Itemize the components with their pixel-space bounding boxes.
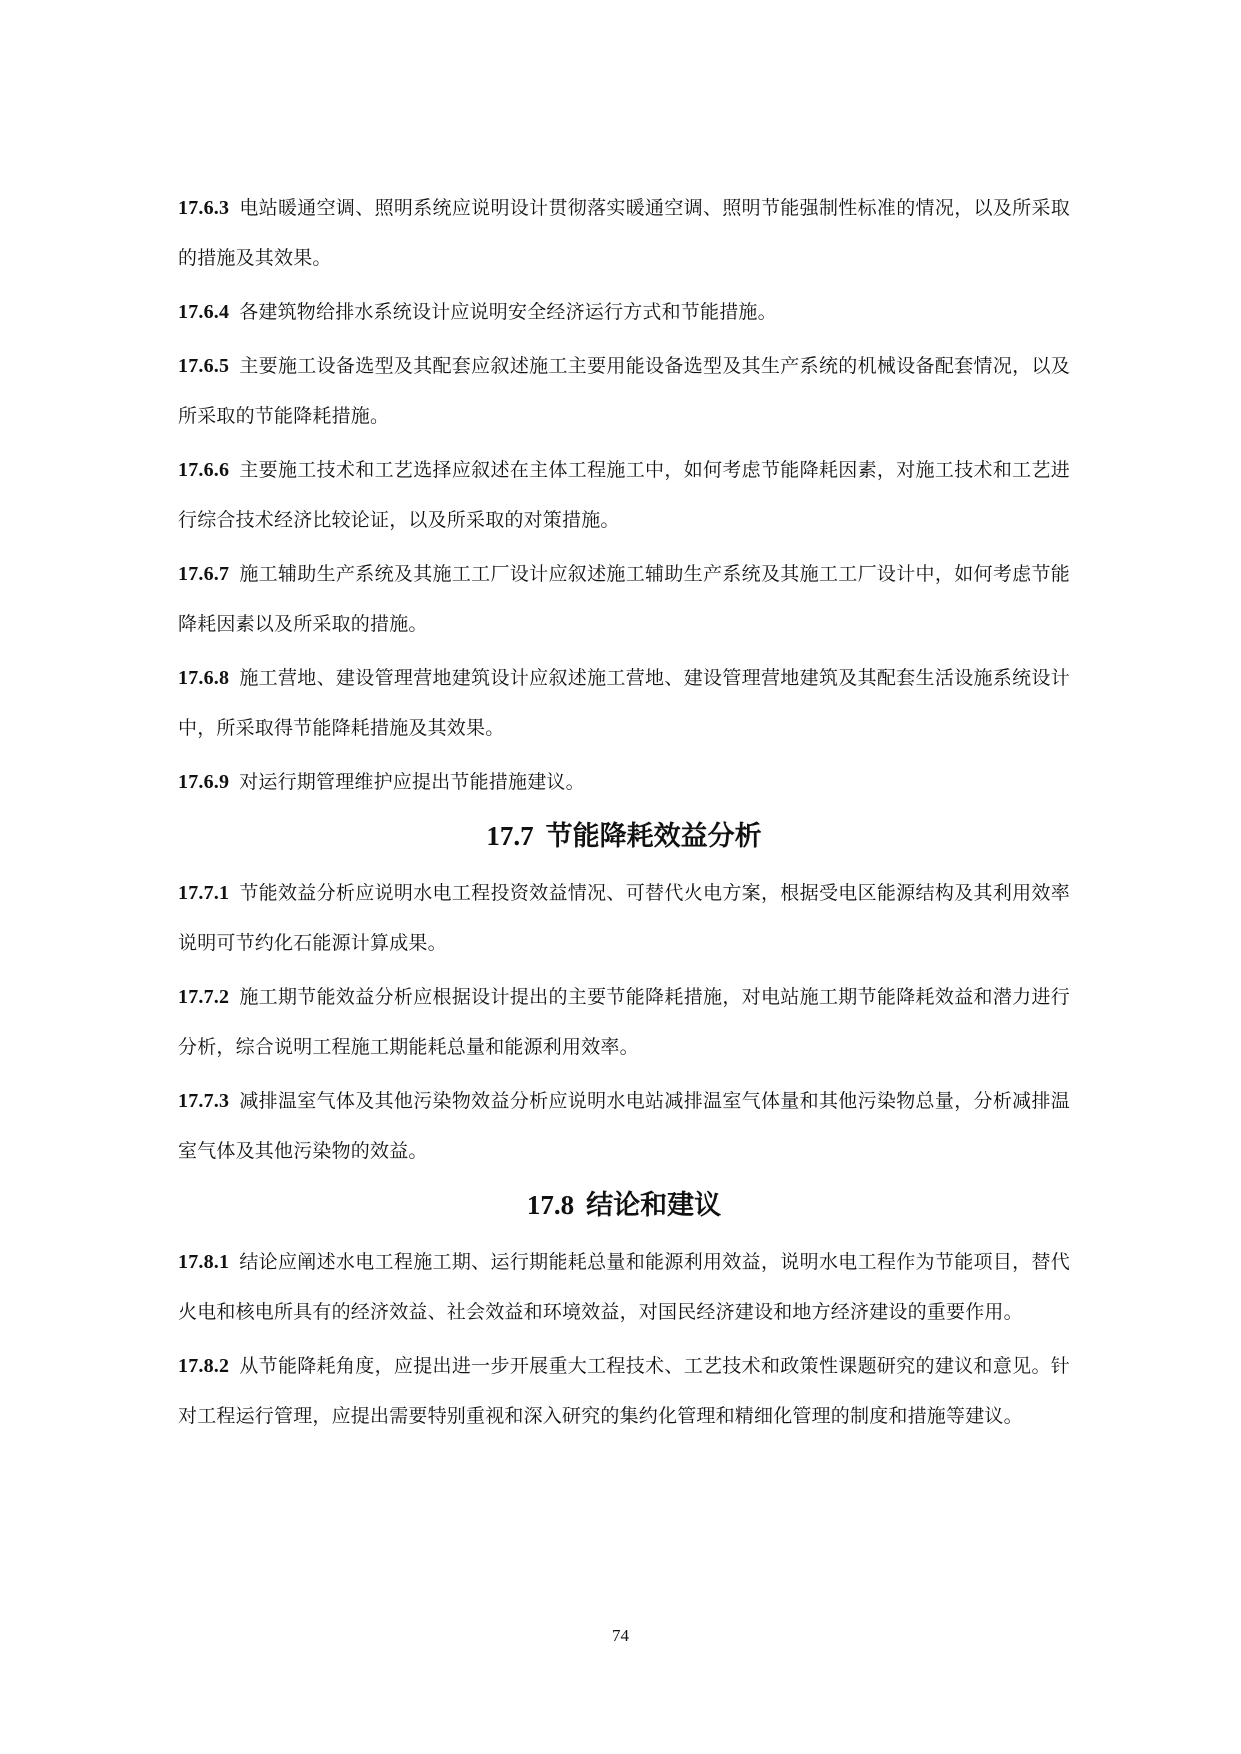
clause-17-7-3 [178,1076,1070,1176]
clause-text: 电站暖通空调、照明系统应说明设计贯彻落实暖通空调、照明节能强制性标准的情况，以及所采取的措施及其效果。 [178,197,1070,269]
clause-text: 从节能降耗角度，应提出进一步开展重大工程技术、工艺技术和政策性课题研究的建议和意见。针对工程运行管理，应提出需要特别重视和深入研究的集约化管理和精细化管理的制度和措施等建议。 [178,1355,1070,1427]
clause-text: 施工辅助生产系统及其施工工厂设计应叙述施工辅助生产系统及其施工工厂设计中，如何考虑节能降耗因素以及所采取的措施。 [178,563,1070,635]
clause-number: 17.6.3 [178,197,230,219]
section-title: 节能降耗效益分析 [545,821,762,852]
clause-text: 对运行期管理维护应提出节能措施建议。 [239,771,585,793]
clause-text: 结论应阐述水电工程施工期、运行期能耗总量和能源利用效益，说明水电工程作为节能项目，替代火电和核电所具有的经济效益、社会效益和环境效益，对国民经济建设和地方经济建设的重要作用。 [178,1251,1070,1323]
clause-17-7-2 [178,972,1070,1072]
clause-17-6-7 [178,549,1070,649]
clause-17-6-3 [178,183,1070,283]
clause-17-8-2 [178,1341,1070,1441]
section-heading-17-8 [178,1182,1070,1229]
clause-text: 节能效益分析应说明水电工程投资效益情况、可替代火电方案，根据受电区能源结构及其利用效率说明可节约化石能源计算成果。 [178,882,1070,954]
clause-number: 17.7.3 [178,1090,230,1112]
clause-text: 减排温室气体及其他污染物效益分析应说明水电站减排温室气体量和其他污染物总量，分析减排温室气体及其他污染物的效益。 [178,1090,1070,1162]
section-number: 17.8 [526,1190,575,1220]
page-number: 74 [612,1626,629,1645]
clause-number: 17.8.2 [178,1355,230,1377]
clause-text: 各建筑物给排水系统设计应说明安全经济运行方式和节能措施。 [239,301,777,323]
clause-17-8-1 [178,1237,1070,1337]
clause-17-7-1 [178,868,1070,968]
section-number: 17.7 [486,821,534,851]
clause-17-6-4 [178,287,1070,337]
page-content [178,183,1070,1445]
clause-number: 17.6.7 [178,563,230,585]
clause-17-6-9 [178,757,1070,807]
clause-17-6-8 [178,653,1070,753]
clause-17-6-5 [178,341,1070,441]
clause-number: 17.6.9 [178,771,230,793]
section-heading-17-7 [178,813,1070,860]
clause-number: 17.6.4 [178,301,230,323]
clause-number: 17.8.1 [178,1251,230,1273]
clause-number: 17.7.1 [178,882,230,904]
clause-text: 主要施工技术和工艺选择应叙述在主体工程施工中，如何考虑节能降耗因素，对施工技术和工艺进行综合技术经济比较论证，以及所采取的对策措施。 [178,459,1070,531]
clause-number: 17.6.8 [178,667,230,689]
clause-number: 17.6.6 [178,459,230,481]
section-title: 结论和建议 [586,1190,722,1221]
clause-number: 17.6.5 [178,355,230,377]
clause-17-6-6 [178,445,1070,545]
clause-text: 施工营地、建设管理营地建筑设计应叙述施工营地、建设管理营地建筑及其配套生活设施系统设计中，所采取得节能降耗措施及其效果。 [178,667,1070,739]
clause-text: 主要施工设备选型及其配套应叙述施工主要用能设备选型及其生产系统的机械设备配套情况，以及所采取的节能降耗措施。 [178,355,1070,427]
clause-text: 施工期节能效益分析应根据设计提出的主要节能降耗措施，对电站施工期节能降耗效益和潜力进行分析，综合说明工程施工期能耗总量和能源利用效率。 [178,986,1070,1058]
clause-number: 17.7.2 [178,986,230,1008]
